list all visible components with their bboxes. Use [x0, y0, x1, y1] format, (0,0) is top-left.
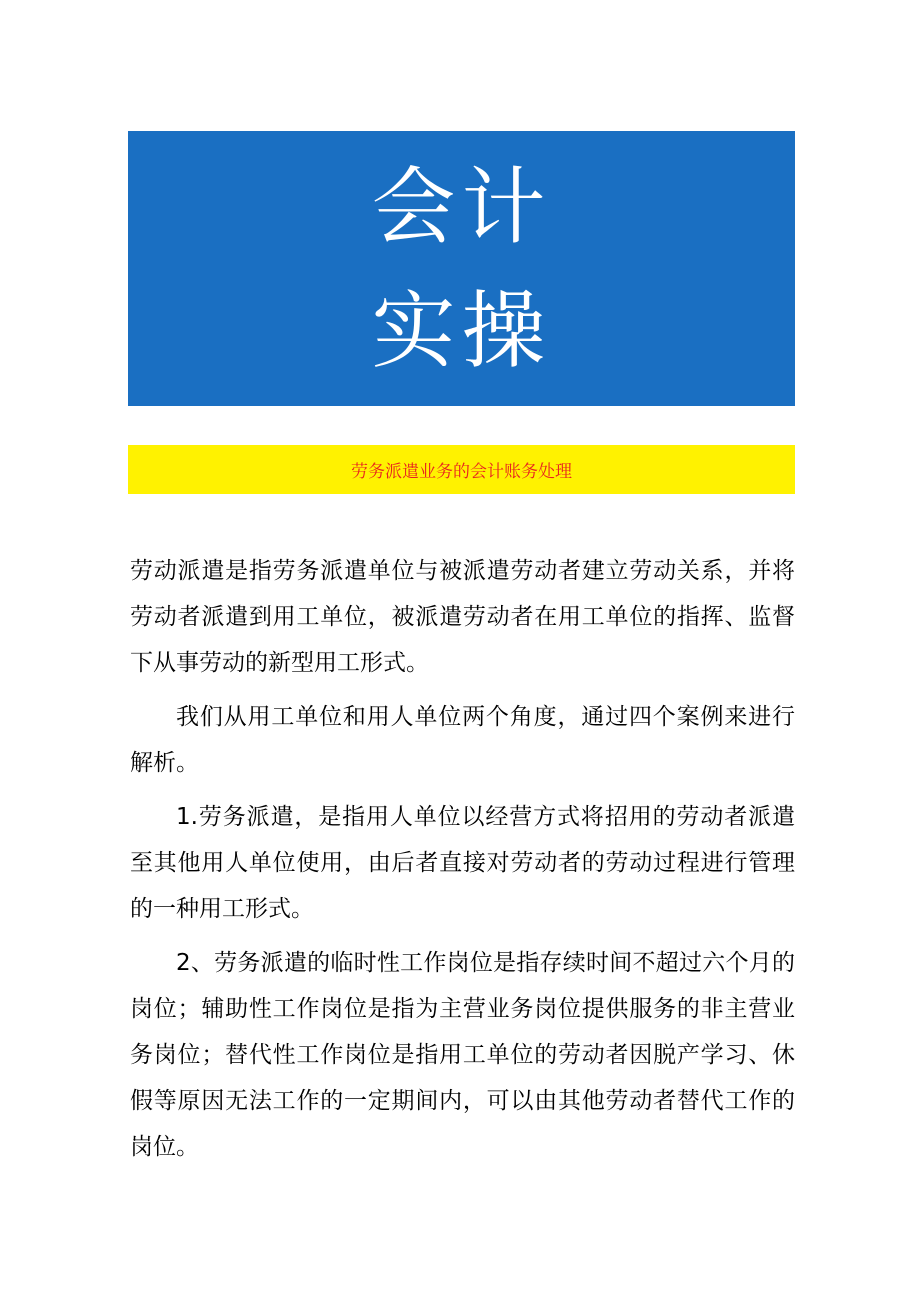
paragraph-definition: 劳动派遣是指劳务派遣单位与被派遣劳动者建立劳动关系，并将劳动者派遣到用工单位，被派遣劳动者在用工单位的指挥、监督下从事劳动的新型用工形式。: [130, 558, 795, 676]
banner-title-line-2: 实操: [371, 281, 552, 380]
paragraph-point-1: 1.劳务派遣，是指用人单位以经营方式将招用的劳动者派遣至其他用人单位使用，由后者直接对劳动者的劳动过程进行管理的一种用工形式。: [130, 804, 795, 922]
article-body: [130, 548, 795, 1178]
subtitle-text: 劳务派遣业务的会计账务处理: [351, 462, 572, 482]
paragraph-point-2: 2、劳务派遣的临时性工作岗位是指存续时间不超过六个月的岗位；辅助性工作岗位是指为主营业务岗位提供服务的非主营业务岗位；替代性工作岗位是指用工单位的劳动者因脱产学习、休假等原因无法工作的一定期间内，可以由其他劳动者替代工作的岗位。: [130, 950, 795, 1160]
subtitle-bar: [128, 445, 795, 494]
title-banner: [128, 131, 795, 406]
paragraph-intro: 我们从用工单位和用人单位两个角度，通过四个案例来进行解析。: [130, 704, 795, 776]
banner-title-line-1: 会计: [371, 157, 552, 256]
